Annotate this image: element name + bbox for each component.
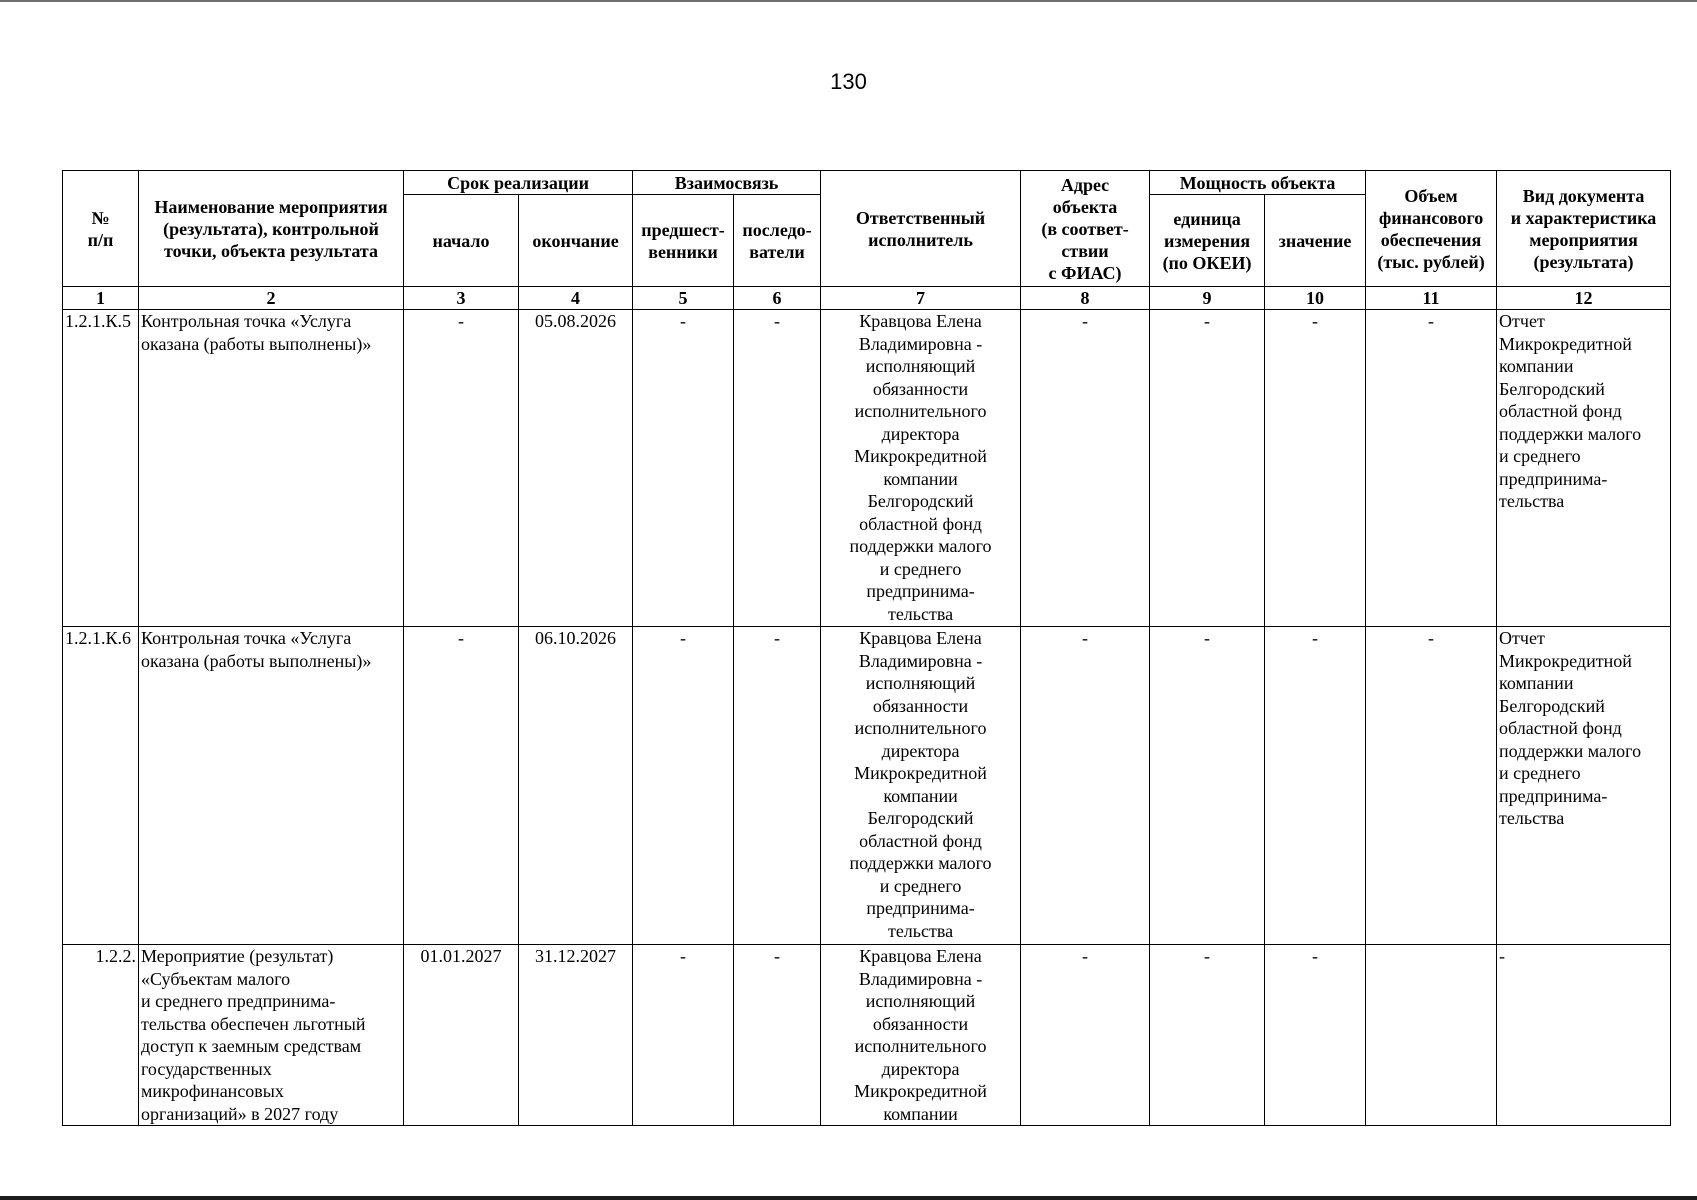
header-finance: Объем финансового обеспечения (тыс. рублей) xyxy=(1366,171,1497,287)
row-finance xyxy=(1366,945,1497,1126)
row-start: - xyxy=(404,627,519,945)
row-name: Контрольная точка «Услуга оказана (работы выполнены)» xyxy=(139,627,404,945)
scan-border-top xyxy=(0,0,1697,2)
column-number-row xyxy=(63,287,1671,310)
row-name: Контрольная точка «Услуга оказана (работы выполнены)» xyxy=(139,310,404,627)
header-number: № п/п xyxy=(63,171,139,287)
events-table xyxy=(62,170,1671,1126)
header-successors: последо- ватели xyxy=(734,195,821,287)
column-number: 9 xyxy=(1150,287,1265,310)
header-predecessors: предшест- венники xyxy=(633,195,734,287)
row-responsible: Кравцова Елена Владимировна - исполняющий обязанности исполнительного директора Микрокредитной компании xyxy=(821,945,1021,1126)
header-start: начало xyxy=(404,195,519,287)
header-value: значение xyxy=(1265,195,1366,287)
column-number: 12 xyxy=(1497,287,1671,310)
header-name: Наименование мероприятия (результата), контрольной точки, объекта результата xyxy=(139,171,404,287)
row-number: 1.2.1.К.6 xyxy=(63,627,139,945)
row-unit: - xyxy=(1150,627,1265,945)
row-predecessors: - xyxy=(633,945,734,1126)
table-row xyxy=(63,945,1671,1126)
row-successors: - xyxy=(734,310,821,627)
row-document: Отчет Микрокредитной компании Белгородский областной фонд поддержки малого и среднего предпринима- тельства xyxy=(1497,310,1671,627)
row-address: - xyxy=(1021,627,1150,945)
scan-border-bottom xyxy=(0,1196,1697,1200)
row-start: - xyxy=(404,310,519,627)
header-unit: единица измерения (по ОКЕИ) xyxy=(1150,195,1265,287)
row-document: - xyxy=(1497,945,1671,1126)
row-start: 01.01.2027 xyxy=(404,945,519,1126)
row-document: Отчет Микрокредитной компании Белгородский областной фонд поддержки малого и среднего предпринима- тельства xyxy=(1497,627,1671,945)
row-end: 31.12.2027 xyxy=(519,945,633,1126)
row-end: 06.10.2026 xyxy=(519,627,633,945)
table-row xyxy=(63,310,1671,627)
column-number: 4 xyxy=(519,287,633,310)
header-document: Вид документа и характеристика мероприятия (результата) xyxy=(1497,171,1671,287)
column-number: 2 xyxy=(139,287,404,310)
row-finance: - xyxy=(1366,310,1497,627)
row-address: - xyxy=(1021,945,1150,1126)
row-value: - xyxy=(1265,310,1366,627)
row-name: Мероприятие (результат) «Субъектам малого и среднего предпринима- тельства обеспечен льготный доступ к заемным средствам государственных микрофинансовых организаций» в 2027 году xyxy=(139,945,404,1126)
column-number: 1 xyxy=(63,287,139,310)
row-finance: - xyxy=(1366,627,1497,945)
row-end: 05.08.2026 xyxy=(519,310,633,627)
row-successors: - xyxy=(734,627,821,945)
row-unit: - xyxy=(1150,945,1265,1126)
header-address: Адрес объекта (в соответ- ствии с ФИАС) xyxy=(1021,171,1150,287)
header-group-srok: Срок реализации xyxy=(404,171,633,195)
column-number: 8 xyxy=(1021,287,1150,310)
row-responsible: Кравцова Елена Владимировна - исполняющий обязанности исполнительного директора Микрокредитной компании Белгородский областной фонд поддержки малого и среднего предпринима- тельства xyxy=(821,627,1021,945)
header-group-vzaimosvyaz: Взаимосвязь xyxy=(633,171,821,195)
row-predecessors: - xyxy=(633,310,734,627)
column-number: 10 xyxy=(1265,287,1366,310)
column-number: 7 xyxy=(821,287,1021,310)
table-row xyxy=(63,627,1671,945)
row-successors: - xyxy=(734,945,821,1126)
row-unit: - xyxy=(1150,310,1265,627)
header-group-moshchnost: Мощность объекта xyxy=(1150,171,1366,195)
row-number: 1.2.2. xyxy=(63,945,139,1126)
column-number: 6 xyxy=(734,287,821,310)
row-address: - xyxy=(1021,310,1150,627)
page-number: 130 xyxy=(830,69,867,94)
column-number: 11 xyxy=(1366,287,1497,310)
row-value: - xyxy=(1265,945,1366,1126)
row-value: - xyxy=(1265,627,1366,945)
column-number: 3 xyxy=(404,287,519,310)
column-number: 5 xyxy=(633,287,734,310)
row-number: 1.2.1.К.5 xyxy=(63,310,139,627)
row-responsible: Кравцова Елена Владимировна - исполняющий обязанности исполнительного директора Микрокредитной компании Белгородский областной фонд поддержки малого и среднего предпринима- тельства xyxy=(821,310,1021,627)
header-responsible: Ответственный исполнитель xyxy=(821,171,1021,287)
row-predecessors: - xyxy=(633,627,734,945)
header-end: окончание xyxy=(519,195,633,287)
